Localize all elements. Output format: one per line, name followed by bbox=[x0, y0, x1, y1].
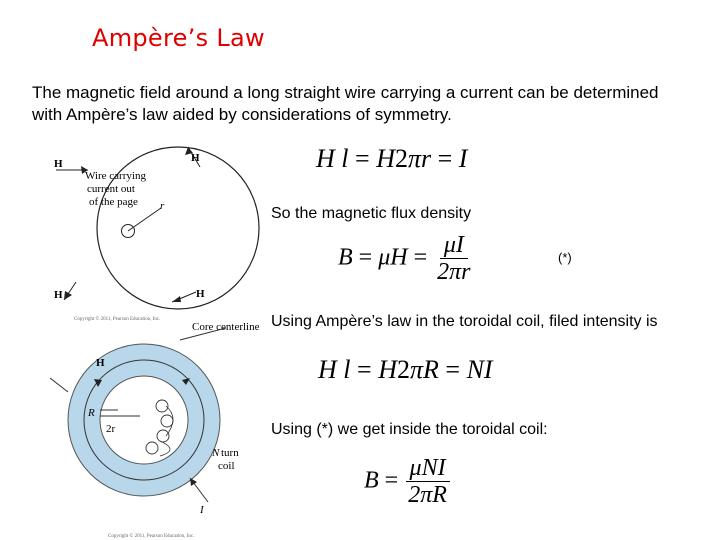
intro-paragraph: The magnetic field around a long straight wire carrying a current can be determined with Ampère’s law aided by considerations of symmetry. bbox=[32, 83, 659, 124]
radius-line bbox=[128, 208, 161, 231]
slide-title: Ampère’s Law bbox=[92, 24, 265, 52]
wire-label-3: of the page bbox=[89, 196, 138, 208]
equation-3: H l = H2πR = NI bbox=[318, 355, 493, 384]
toroid-text: Using Ampère’s law in the toroidal coil, filed intensity is bbox=[271, 313, 658, 330]
arrow-br-icon bbox=[172, 296, 181, 302]
arrow-bl-icon bbox=[64, 291, 72, 300]
wire-label-1: Wire carrying bbox=[85, 170, 146, 182]
star-marker: (*) bbox=[558, 250, 572, 265]
equation-2: B = μH = $\frac{\mu I}{2\pi r}$ bbox=[338, 232, 471, 286]
equation-1: H l = H2πr = I bbox=[316, 144, 468, 173]
label-H-br: H bbox=[196, 288, 205, 300]
toroid-2r-label: 2r bbox=[106, 423, 116, 435]
equation-4: B = $\frac{\text{μNI}}{2\pi R}$ bbox=[364, 455, 451, 509]
radius-label: r bbox=[160, 200, 165, 212]
toroid-R-label: R bbox=[88, 407, 95, 419]
label-H-tr: H bbox=[191, 152, 200, 164]
toroid-hole bbox=[100, 376, 188, 464]
flux-density-text: So the magnetic flux density bbox=[271, 205, 472, 222]
label-H-tl: H bbox=[54, 158, 63, 170]
toroid-coil-label: coil bbox=[218, 460, 235, 472]
label-H-bl: H bbox=[54, 289, 63, 301]
toroid-H-label: H bbox=[96, 357, 105, 369]
core-centerline-label: Core centerline bbox=[192, 321, 260, 333]
wire-label-2: current out bbox=[87, 183, 135, 195]
toroid-figure bbox=[40, 318, 272, 540]
straight-wire-figure bbox=[48, 142, 270, 322]
toroid-I-label: I bbox=[200, 504, 204, 516]
copyright-1: Copyright © 2011, Pearson Education, Inc. bbox=[74, 317, 161, 322]
toroid-N-label: N bbox=[212, 447, 220, 459]
toroid-turn-label: turn bbox=[221, 447, 239, 459]
using-star-text: Using (*) we get inside the toroidal coil: bbox=[271, 421, 548, 438]
copyright-2: Copyright © 2011, Pearson Education, Inc. bbox=[108, 534, 195, 539]
